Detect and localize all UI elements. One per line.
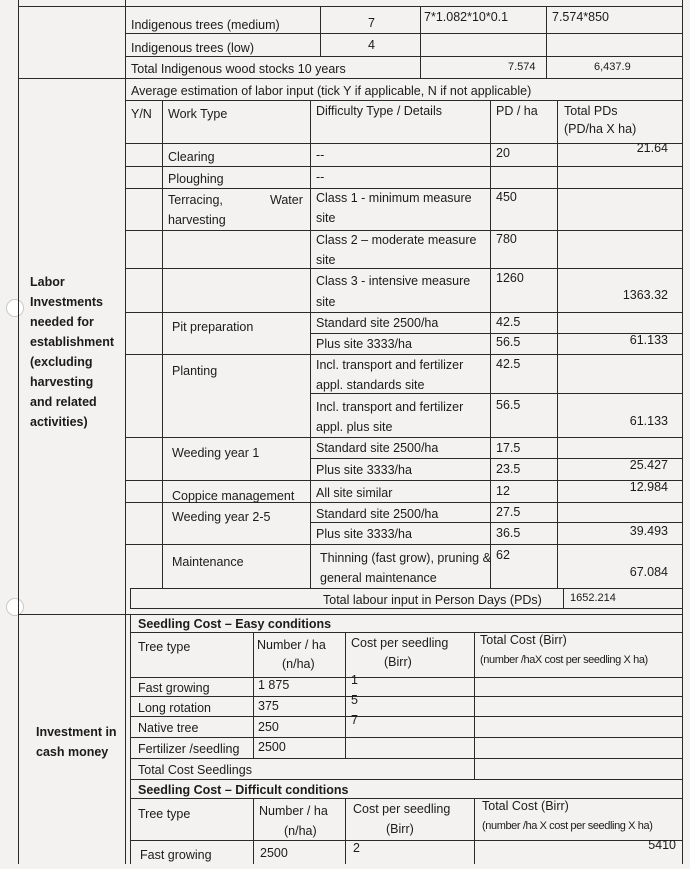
work-terracing-harvesting: harvesting [168, 213, 226, 227]
easy-tree-long: Long rotation [138, 701, 211, 715]
diff-plant2-b: appl. plus site [316, 420, 393, 434]
difficult-header-num: Number / ha [259, 804, 328, 818]
easy-total-label: Total Cost Seedlings [138, 763, 252, 777]
diff-weed1-std: Standard site 2500/ha [316, 441, 439, 455]
easy-num-native: 250 [258, 720, 279, 734]
wood-total-label: Total Indigenous wood stocks 10 years [131, 62, 346, 76]
diff-plant1-b: appl. standards site [316, 378, 425, 392]
pd-clearing: 20 [496, 146, 510, 160]
header-pd-ha: PD / ha [496, 104, 538, 118]
work-terracing: Terracing, [168, 193, 223, 207]
difficult-header-total: Total Cost (Birr) [482, 799, 569, 813]
easy-header-cost-unit: (Birr) [384, 655, 412, 669]
diff-weed25-std: Standard site 2500/ha [316, 507, 439, 521]
table-border-left [18, 0, 19, 864]
pd-weed1-plus: 23.5 [496, 462, 521, 476]
diff-class1: Class 1 - minimum measure [316, 191, 472, 205]
difficult-header-cost-unit: (Birr) [386, 822, 414, 836]
easy-header-cost: Cost per seedling [351, 636, 449, 650]
pd-weed1-std: 17.5 [496, 441, 521, 455]
easy-header-total: Total Cost (Birr) [480, 633, 567, 647]
total-coppice: 12.984 [629, 480, 668, 494]
header-difficulty: Difficulty Type / Details [316, 104, 442, 118]
difficult-header-num-unit: (n/ha) [284, 824, 317, 838]
easy-cost-native: 7 [351, 713, 358, 727]
difficult-header-tree: Tree type [138, 807, 191, 821]
easy-tree-native: Native tree [138, 721, 199, 735]
pd-coppice: 12 [496, 484, 510, 498]
labor-section-label: Labor Investments needed for establishment (excluding harvesting and related activities) [30, 275, 115, 429]
difficult-total-fast: 5410 [648, 838, 676, 852]
easy-num-long: 375 [258, 699, 279, 713]
wood-medium-calc1: 7*1.082*10*0.1 [424, 10, 509, 24]
easy-cost-fast: 1 [351, 673, 358, 687]
work-terracing-water: Water [270, 193, 303, 207]
header-yn: Y/N [131, 107, 152, 121]
diff-clearing: -- [316, 148, 325, 162]
easy-header-total-formula: (number /haX cost per seedling X ha) [480, 654, 648, 666]
work-coppice: Coppice management [172, 489, 295, 503]
work-maintenance: Maintenance [172, 555, 244, 569]
total-clearing: 21.64 [636, 141, 668, 155]
diff-weed1-plus: Plus site 3333/ha [316, 463, 412, 477]
pd-weed25-std: 27.5 [496, 505, 521, 519]
difficult-header-total-formula: (number /ha X cost per seedling X ha) [482, 820, 653, 832]
easy-tree-fast: Fast growing [138, 681, 210, 695]
easy-header-num: Number / ha [257, 638, 326, 652]
work-pit: Pit preparation [172, 320, 254, 334]
difficult-cost-fast: 2 [353, 841, 360, 855]
wood-low-label: Indigenous trees (low) [131, 41, 254, 55]
labor-total-label: Total labour input in Person Days (PDs) [323, 593, 542, 607]
column-divider [125, 0, 126, 864]
wood-medium-calc2: 7.574*850 [552, 10, 610, 24]
pd-maint: 62 [496, 548, 510, 562]
diff-coppice: All site similar [316, 486, 393, 500]
diff-maint: Thinning (fast grow), pruning & [320, 551, 491, 565]
labor-title: Average estimation of labor input (tick Y if applicable, N if not applicable) [131, 84, 532, 98]
diff-pit-plus: Plus site 3333/ha [316, 337, 412, 351]
diff-class2-site: site [316, 253, 336, 267]
diff-class2: Class 2 – moderate measure [316, 233, 477, 247]
total-maintenance: 67.084 [629, 565, 668, 579]
pd-pit-plus: 56.5 [496, 335, 521, 349]
diff-pit-std: Standard site 2500/ha [316, 316, 439, 330]
total-terracing: 1363.32 [622, 288, 668, 302]
header-work-type: Work Type [168, 107, 228, 121]
easy-num-fast: 1 875 [258, 678, 290, 692]
diff-class1-site: site [316, 211, 336, 225]
header-total-pds: Total PDs [564, 104, 618, 118]
wood-low-num: 4 [368, 38, 375, 52]
diff-ploughing: -- [316, 170, 325, 184]
wood-medium-num: 7 [368, 16, 375, 30]
difficult-tree-fast: Fast growing [140, 848, 212, 862]
pd-weed25-plus: 36.5 [496, 526, 521, 540]
cash-section-label: Investment in cash money [36, 725, 117, 759]
work-weeding1: Weeding year 1 [172, 446, 260, 460]
diff-class3-site: site [316, 295, 336, 309]
work-planting: Planting [172, 364, 218, 378]
easy-header-tree: Tree type [138, 640, 191, 654]
wood-total-v2: 6,437.9 [594, 61, 631, 73]
header-total-pds-unit: (PD/ha X ha) [564, 122, 637, 136]
diff-class3: Class 3 - intensive measure [316, 274, 471, 288]
labor-total-value: 1652.214 [570, 592, 616, 604]
difficult-header-cost: Cost per seedling [353, 802, 451, 816]
difficult-num-fast: 2500 [260, 846, 288, 860]
total-weeding25: 39.493 [629, 524, 668, 538]
pd-plant1: 42.5 [496, 357, 521, 371]
difficult-title: Seedling Cost – Difficult conditions [138, 783, 349, 797]
total-weeding1: 25.427 [629, 458, 668, 472]
pd-class1: 450 [496, 190, 517, 204]
work-clearing: Clearing [168, 150, 215, 164]
pd-class3: 1260 [496, 271, 524, 285]
diff-plant2: Incl. transport and fertilizer [316, 400, 464, 414]
pd-class2: 780 [496, 232, 517, 246]
table-border-right [682, 0, 683, 864]
easy-title: Seedling Cost – Easy conditions [138, 617, 332, 631]
diff-maint-b: general maintenance [320, 571, 437, 585]
easy-cost-long: 5 [351, 693, 358, 707]
easy-header-num-unit: (n/ha) [282, 657, 315, 671]
easy-num-fertilizer: 2500 [258, 740, 286, 754]
total-planting: 61.133 [629, 414, 668, 428]
total-pit: 61.133 [629, 333, 668, 347]
punch-hole-icon [6, 299, 24, 317]
pd-plant2: 56.5 [496, 398, 521, 412]
diff-plant1: Incl. transport and fertilizer [316, 358, 464, 372]
diff-weed25-plus: Plus site 3333/ha [316, 527, 412, 541]
wood-total-v1: 7.574 [508, 61, 536, 73]
pd-pit-std: 42.5 [496, 315, 521, 329]
work-ploughing: Ploughing [168, 172, 224, 186]
work-weeding25: Weeding year 2-5 [172, 510, 271, 524]
wood-medium-label: Indigenous trees (medium) [131, 18, 280, 32]
easy-tree-fertilizer: Fertilizer /seedling [138, 742, 240, 756]
